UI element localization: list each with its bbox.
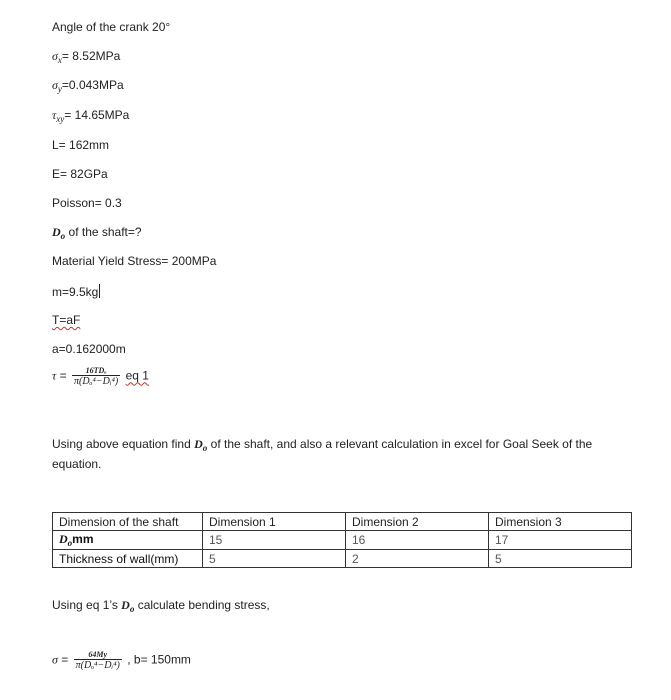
do-subscript: o xyxy=(129,604,135,614)
equation-1-denominator: π(Dₒ⁴−Dᵢ⁴) xyxy=(74,376,119,387)
equation-1-numerator: 16TDₒ xyxy=(85,366,107,375)
do-symbol: D xyxy=(194,437,203,451)
mass-text: m=9.5kg xyxy=(52,285,99,299)
bending-text-1: Using eq 1’s xyxy=(52,598,118,612)
sigma-x-line xyxy=(52,49,120,65)
tau-symbol: τ xyxy=(52,108,57,122)
do-subscript: o xyxy=(60,231,66,241)
tau-xy-subscript: xy xyxy=(56,114,65,124)
torque-line xyxy=(52,313,80,327)
do-symbol: D xyxy=(52,225,61,239)
tau-symbol: τ xyxy=(52,368,57,383)
sigma-x-subscript: x xyxy=(57,55,62,65)
equation-2-numerator: 64My xyxy=(88,650,108,659)
do-question-line xyxy=(52,225,142,241)
table-cell: 17 xyxy=(489,531,632,550)
table-cell: 5 xyxy=(203,550,346,568)
sigma-symbol: σ xyxy=(52,652,58,667)
instruction-text-1: Using above equation find xyxy=(52,437,191,451)
yield-stress-line: Material Yield Stress= 200MPa xyxy=(52,254,217,268)
torque-text: T=aF xyxy=(52,313,81,327)
shaft-dimensions-table xyxy=(52,512,632,568)
equation-1 xyxy=(52,366,149,387)
poisson-line: Poisson= 0.3 xyxy=(52,196,122,210)
do-symbol: D xyxy=(121,598,130,612)
table-row xyxy=(53,531,632,550)
tau-xy-value: = 14.65MPa xyxy=(64,108,130,122)
text-cursor xyxy=(99,284,100,298)
table-header-cell: Dimension 1 xyxy=(203,513,346,531)
sigma-symbol: σ xyxy=(52,78,58,92)
b-value-text: , b= 150mm xyxy=(127,652,191,667)
table-row xyxy=(53,550,632,568)
sigma-symbol: σ xyxy=(52,49,58,63)
sigma-y-line xyxy=(52,78,124,94)
table-row-label: $D_omm$ xyxy=(53,531,203,550)
table-header-cell: Dimension 2 xyxy=(346,513,489,531)
equals-sign: = xyxy=(59,368,67,383)
instruction-text-2: of the shaft, and also a relevant calculation in excel for Goal Seek of the xyxy=(210,437,593,451)
table-row-label: Thickness of wall(mm) xyxy=(53,550,203,568)
bending-stress-line xyxy=(52,598,270,614)
instruction-line-1 xyxy=(52,437,592,453)
crank-angle-line: Angle of the crank 20° xyxy=(52,20,171,34)
table-cell: 15 xyxy=(203,531,346,550)
table-cell: 5 xyxy=(489,550,632,568)
equation-2 xyxy=(52,650,191,671)
a-value-line: a=0.162000m xyxy=(52,342,126,356)
table-header-cell: Dimension 3 xyxy=(489,513,632,531)
instruction-line-2: equation. xyxy=(52,457,102,471)
table-cell: 16 xyxy=(346,531,489,550)
table-header-row xyxy=(53,513,632,531)
sigma-y-subscript: y xyxy=(57,84,62,94)
sigma-y-value: =0.043MPa xyxy=(61,78,124,92)
do-subscript: o xyxy=(202,443,208,453)
table-header-cell: Dimension of the shaft xyxy=(53,513,203,531)
bending-text-2: calculate bending stress, xyxy=(137,598,270,612)
table-cell: 2 xyxy=(346,550,489,568)
length-line: L= 162mm xyxy=(52,138,110,152)
equals-sign: = xyxy=(61,652,69,667)
do-question-text: of the shaft=? xyxy=(68,225,142,239)
equation-1-label: eq 1 xyxy=(125,368,149,383)
modulus-line: E= 82GPa xyxy=(52,167,108,181)
tau-xy-line xyxy=(52,108,129,124)
mass-line xyxy=(52,284,100,299)
sigma-x-value: = 8.52MPa xyxy=(61,49,121,63)
equation-2-denominator: π(Dₒ⁴−Dᵢ⁴) xyxy=(75,660,120,671)
equation-2-fraction xyxy=(74,650,122,671)
equation-1-fraction xyxy=(72,366,120,387)
